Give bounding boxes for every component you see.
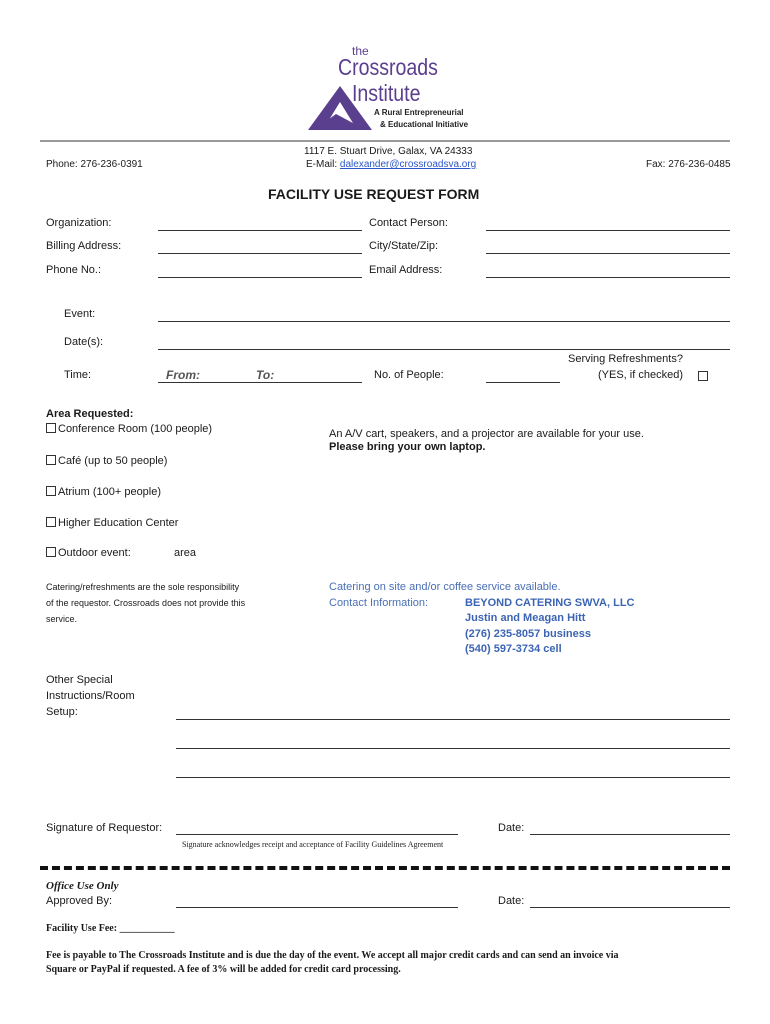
area-option-label: Higher Education Center bbox=[58, 517, 179, 529]
time-from-label: From: bbox=[166, 368, 200, 382]
logo bbox=[300, 44, 480, 136]
area-requested-heading: Area Requested: bbox=[46, 408, 134, 420]
time-label: Time: bbox=[64, 369, 92, 381]
office-use-heading: Office Use Only bbox=[46, 880, 119, 892]
time-field[interactable] bbox=[158, 382, 362, 383]
serving-refreshments-label: Serving Refreshments? bbox=[568, 353, 683, 365]
catering-contact-label: Contact Information: bbox=[329, 597, 429, 609]
signature-date-label: Date: bbox=[498, 822, 525, 834]
organization-field[interactable] bbox=[158, 230, 362, 231]
checkbox[interactable] bbox=[46, 423, 56, 433]
checkbox[interactable] bbox=[46, 455, 56, 465]
signature-date-field[interactable] bbox=[530, 834, 730, 835]
no-of-people-label: No. of People: bbox=[374, 369, 444, 381]
facility-use-fee: Facility Use Fee: ___________ bbox=[46, 923, 175, 934]
av-note: An A/V cart, speakers, and a projector are available for your use. bbox=[329, 428, 644, 440]
special-instructions-line-3[interactable] bbox=[176, 777, 730, 778]
signature-field[interactable] bbox=[176, 834, 458, 835]
email-link[interactable]: dalexander@crossroadsva.org bbox=[339, 159, 477, 170]
office-date-label: Date: bbox=[498, 895, 525, 907]
approved-by-label: Approved By: bbox=[46, 895, 113, 907]
header-address: 1117 E. Stuart Drive, Galax, VA 24333 bbox=[304, 146, 473, 157]
dates-label: Date(s): bbox=[64, 336, 104, 348]
email-address-field[interactable] bbox=[486, 277, 730, 278]
email-address-label: Email Address: bbox=[369, 264, 443, 276]
signature-note: Signature acknowledges receipt and acceptance of Facility Guidelines Agreement bbox=[182, 840, 444, 849]
serving-refreshments-hint: (YES, if checked) bbox=[598, 369, 683, 381]
catering-company: BEYOND CATERING SWVA, LLC bbox=[465, 597, 635, 609]
logo-the: the bbox=[352, 44, 369, 58]
area-option-outdoor-event[interactable] bbox=[46, 547, 131, 559]
catering-phone-business: (276) 235-8057 business bbox=[465, 628, 591, 640]
fee-note-1: Fee is payable to The Crossroads Institute and is due the day of the event. We accept all major credit cards and can send an invoice via bbox=[46, 950, 619, 961]
checkbox[interactable] bbox=[46, 547, 56, 557]
catering-names: Justin and Meagan Hitt bbox=[465, 612, 586, 624]
contact-person-field[interactable] bbox=[486, 230, 730, 231]
time-to-label: To: bbox=[256, 368, 275, 382]
checkbox[interactable] bbox=[46, 486, 56, 496]
laptop-note: Please bring your own laptop. bbox=[329, 441, 486, 453]
organization-label: Organization: bbox=[46, 217, 112, 229]
special-instructions-label-1: Other Special bbox=[46, 674, 113, 686]
header-phone: Phone: 276-236-0391 bbox=[46, 159, 143, 170]
catering-disclaimer-3: service. bbox=[46, 614, 78, 624]
no-of-people-field[interactable] bbox=[486, 382, 560, 383]
event-field[interactable] bbox=[158, 321, 730, 322]
catering-disclaimer-2: of the requestor. Crossroads does not provide this bbox=[46, 598, 246, 608]
contact-person-label: Contact Person: bbox=[369, 217, 448, 229]
signature-label: Signature of Requestor: bbox=[46, 822, 163, 834]
header-fax: Fax: 276-236-0485 bbox=[646, 159, 731, 170]
phone-no-label: Phone No.: bbox=[46, 264, 102, 276]
area-option-label: Conference Room (100 people) bbox=[58, 423, 213, 435]
header-email-label: E-Mail: bbox=[306, 159, 340, 170]
billing-address-field[interactable] bbox=[158, 253, 362, 254]
logo-name-1: Crossroads bbox=[338, 54, 438, 80]
special-instructions-line-1[interactable] bbox=[176, 719, 730, 720]
area-option-atrium[interactable] bbox=[46, 486, 161, 498]
fee-note-2: Square or PayPal if requested. A fee of 3% will be added for credit card processing. bbox=[46, 964, 401, 975]
header-email-row bbox=[306, 159, 476, 170]
header-rule bbox=[40, 140, 730, 142]
area-option-label: Atrium (100+ people) bbox=[58, 486, 162, 498]
approved-by-field[interactable] bbox=[176, 907, 458, 908]
outdoor-area-suffix: area bbox=[174, 547, 197, 559]
logo-name-2: Institute bbox=[352, 80, 421, 106]
area-option-cafe[interactable] bbox=[46, 455, 167, 467]
phone-no-field[interactable] bbox=[158, 277, 362, 278]
catering-disclaimer-1: Catering/refreshments are the sole responsibility bbox=[46, 582, 240, 592]
event-label: Event: bbox=[64, 308, 96, 320]
checkbox[interactable] bbox=[46, 517, 56, 527]
city-state-zip-field[interactable] bbox=[486, 253, 730, 254]
dates-field[interactable] bbox=[158, 349, 730, 350]
logo-tagline-1: A Rural Entrepreneurial bbox=[374, 108, 464, 117]
area-option-label: Outdoor event: bbox=[58, 547, 131, 559]
refreshments-checkbox[interactable] bbox=[698, 371, 708, 381]
billing-address-label: Billing Address: bbox=[46, 240, 122, 252]
form-title: FACILITY USE REQUEST FORM bbox=[268, 186, 480, 202]
catering-phone-cell: (540) 597-3734 cell bbox=[465, 643, 562, 655]
office-use-separator bbox=[40, 866, 730, 870]
special-instructions-line-2[interactable] bbox=[176, 748, 730, 749]
area-option-label: Café (up to 50 people) bbox=[58, 455, 168, 467]
city-state-zip-label: City/State/Zip: bbox=[369, 240, 439, 252]
special-instructions-label-3: Setup: bbox=[46, 706, 78, 718]
area-option-conference-room[interactable] bbox=[46, 423, 212, 435]
catering-available: Catering on site and/or coffee service available. bbox=[329, 581, 561, 593]
logo-tagline-2: & Educational Initiative bbox=[380, 120, 469, 129]
office-date-field[interactable] bbox=[530, 907, 730, 908]
area-option-higher-education-center[interactable] bbox=[46, 517, 178, 529]
special-instructions-label-2: Instructions/Room bbox=[46, 690, 135, 702]
